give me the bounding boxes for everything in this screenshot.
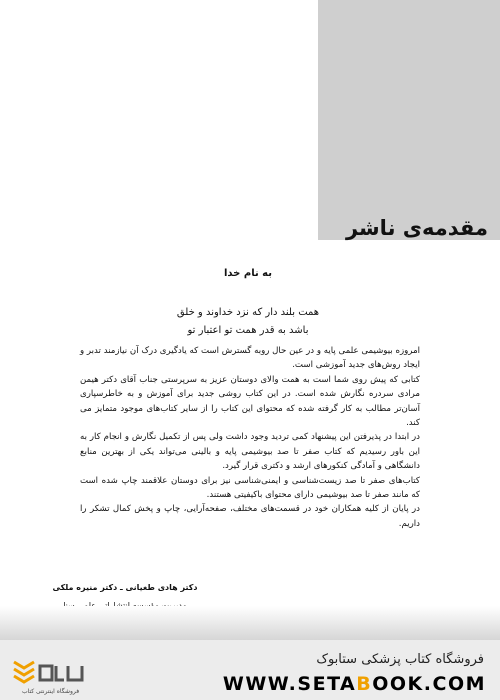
paragraph: کتاب‌های صفر تا صد زیست‌شناسی و ایمنی‌شناسی نیز برای دوستان علاقمند چاپ شده است که مانند صفر تا صد بیوشیمی دارای محتوای باکیفیتی هستند. [80,475,420,501]
paragraph: کتابی که پیش روی شما است به همت والای دوستان عزیز به سرپرستی جناب آقای دکتر هیمن مرادی سردره نگارش شده است. در این کتاب روشی جدید برای آموزش و به خاطرسپاری آسان‌تر مطالب به کار گرفته شده که محتوای این کتاب را از سایر کتاب‌های موجود متمایز می کند. [80,374,420,429]
site-suffix: OOK.COM [372,673,486,695]
poem-line: همت بلند دار که نزد خداوند و خلق [176,307,320,318]
logo-caption: فروشگاه اینترنتی کتاب [22,688,80,695]
basmala: به نام خدا [223,268,273,279]
title-band [318,0,500,240]
store-name: فروشگاه کتاب پزشکی ستابوک [316,652,484,667]
paragraph: در ابتدا در پذیرفتن این پیشنهاد کمی تردید وجود داشت ولی پس از تکمیل نگارش و انجام کار به این باور رسیدیم که کتاب صفر تا صد بیوشیمی پایه و بالینی می‌تواند یکی از بهترین منابع دانشگاهی و آمادگی کنکورهای ارشد و دکتری قرار گیرد. [80,432,420,472]
footer-fade [0,606,500,640]
website-url[interactable] [223,673,486,695]
signature-names: دکتر هادی طغیانی ـ دکتر منیره ملکی [52,583,198,592]
paragraph: امروزه بیوشیمی علمی پایه و در عین حال روبه گسترش است که یادگیری درک آن نیازمند تدبر و ایجاد روش‌های جدید آموزشی است. [80,346,420,371]
page-title: مقدمه‌ی ناشر [345,216,488,240]
site-prefix: WWW.SETA [222,673,357,695]
poem [76,304,420,340]
paragraph: در پایان از کلیه همکاران خود در قسمت‌های مختلف، صفحه‌آرایی، چاپ و پخش کمال تشکر را داریم. [80,504,420,529]
poem-line: باشد به قدر همت تو اعتبار تو [187,325,309,336]
preface-text [80,344,420,531]
site-accent: B [356,673,373,695]
